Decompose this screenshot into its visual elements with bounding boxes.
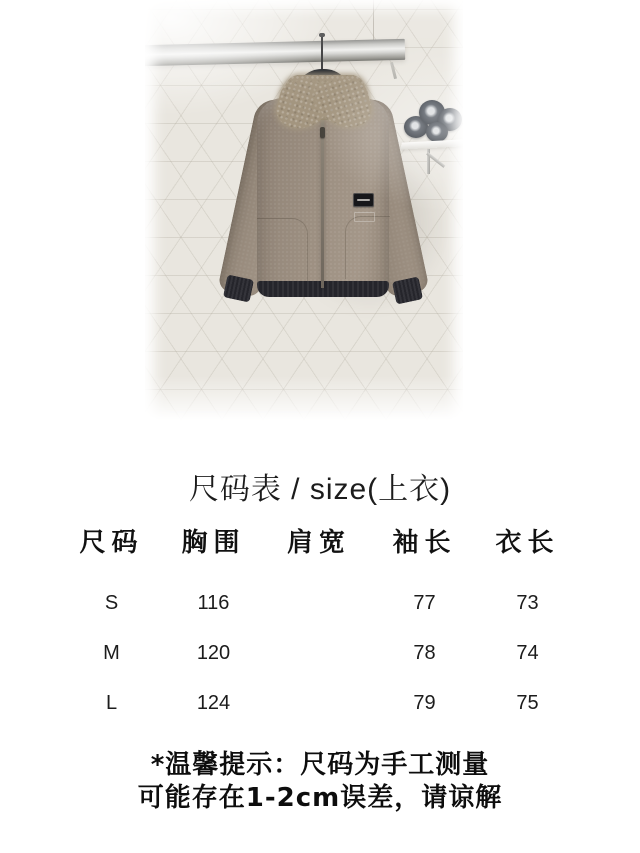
zipper-pull xyxy=(320,127,325,138)
disclaimer-line-2: 可能存在1-2cm误差，请谅解 xyxy=(137,783,503,813)
jacket-right-cuff xyxy=(392,276,423,304)
product-photo xyxy=(145,0,463,428)
clothes-rail xyxy=(145,39,405,66)
brand-label xyxy=(353,193,374,207)
cell-sleeve: 78 xyxy=(413,641,436,664)
cell-length: 73 xyxy=(516,591,539,614)
jacket-left-cuff xyxy=(223,274,254,302)
jacket-right-pocket-seam xyxy=(345,216,390,279)
cell-size: L xyxy=(105,691,118,714)
cell-chest: 116 xyxy=(197,591,230,614)
size-table-header xyxy=(60,522,580,557)
rail-support-bracket xyxy=(390,62,397,79)
wall-seam xyxy=(373,0,374,44)
camellia-flower xyxy=(426,122,448,142)
size-chart-title: 尺码表 / size(上衣) xyxy=(188,473,452,506)
cell-length: 75 xyxy=(516,691,539,714)
cell-size: M xyxy=(103,641,120,664)
cell-size: S xyxy=(104,591,119,614)
table-row xyxy=(60,588,580,618)
disclaimer-line-1: *温馨提示：尺码为手工测量 xyxy=(150,750,490,780)
cell-chest: 120 xyxy=(196,641,231,664)
measurement-disclaimer xyxy=(0,749,640,815)
column-header-size: 尺码 xyxy=(79,527,144,557)
column-header-sleeve: 袖长 xyxy=(392,527,457,557)
jacket-left-pocket-seam xyxy=(257,218,308,281)
column-header-chest: 胸围 xyxy=(181,527,246,557)
cell-sleeve: 77 xyxy=(413,591,436,614)
jacket-zipper xyxy=(321,118,324,288)
stitch-label xyxy=(354,212,375,222)
table-row xyxy=(60,638,580,668)
table-row xyxy=(60,688,580,718)
column-header-length: 衣长 xyxy=(495,527,560,557)
column-header-shoulder: 肩宽 xyxy=(286,527,351,557)
cell-sleeve: 79 xyxy=(413,691,436,714)
cell-length: 74 xyxy=(516,641,539,664)
cell-chest: 124 xyxy=(196,691,231,714)
photo-bottom-fade xyxy=(145,376,463,428)
